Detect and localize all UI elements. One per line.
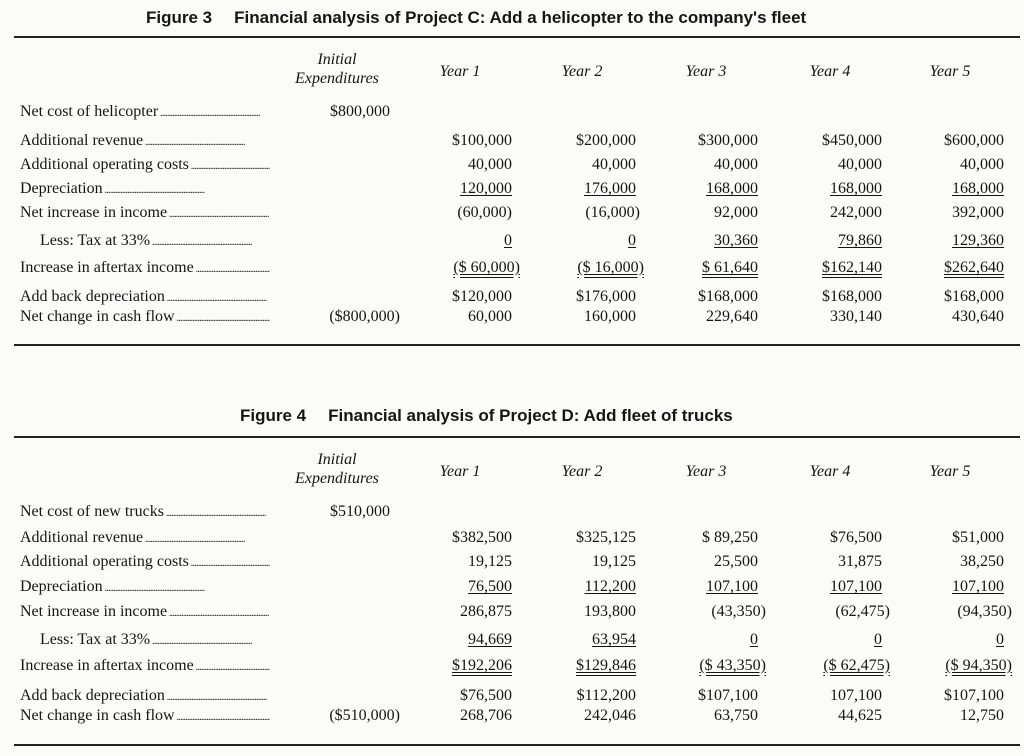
fig3-y3-cell: 92,000 — [714, 204, 758, 221]
fig4-y4-cell: 107,100 — [830, 687, 882, 704]
fig4-y5-cell: 38,250 — [960, 553, 1004, 570]
fig3-row-label: Additional revenue ..... — [20, 131, 270, 152]
fig3-y3-cell: 40,000 — [714, 156, 758, 173]
fig4-header-year4: Year 4 — [809, 463, 851, 480]
fig4-y4-cell: (62,475) — [835, 603, 890, 620]
figure-4-number: Figure 4 — [240, 406, 307, 425]
fig3-y2-cell: 40,000 — [592, 156, 636, 173]
fig4-row-label: Add back depreciation ..... — [20, 686, 270, 707]
fig3-y4-cell: 79,860 — [838, 232, 882, 249]
fig3-header-year1: Year 1 — [439, 63, 481, 80]
fig3-y5-cell: $168,000 — [944, 288, 1004, 305]
fig4-y3-cell: $ 89,250 — [702, 529, 758, 546]
fig3-y4-cell: $162,140 — [822, 259, 882, 276]
fig4-y5-cell: 0 — [996, 631, 1004, 648]
fig4-y1-cell: 286,875 — [460, 603, 512, 620]
figure-4-title — [0, 406, 1024, 426]
fig3-y1-cell: $120,000 — [452, 288, 512, 305]
fig4-row-label: Net cost of new trucks ..... — [20, 502, 270, 523]
fig4-y1-cell: 94,669 — [468, 631, 512, 648]
fig4-row-label: Net change in cash flow ..... — [20, 706, 270, 727]
fig3-y3-cell: $300,000 — [698, 132, 758, 149]
fig3-y1-cell: (60,000) — [457, 204, 512, 221]
fig3-y2-cell: 0 — [628, 232, 636, 249]
figure-4-caption: Financial analysis of Project D: Add fleet of trucks — [328, 406, 733, 425]
fig4-row-label: Additional revenue ..... — [20, 528, 270, 549]
fig4-y5-cell: $107,100 — [944, 687, 1004, 704]
fig4-y4-cell: 107,100 — [830, 578, 882, 595]
fig4-y3-cell: (43,350) — [711, 603, 766, 620]
fig3-row-label: Net cost of helicopter ..... — [20, 102, 270, 123]
fig4-header-year1: Year 1 — [439, 463, 481, 480]
fig3-y1-cell: 60,000 — [468, 308, 512, 325]
fig4-row-label: Increase in aftertax income ..... — [20, 656, 270, 677]
fig4-row-label: Depreciation ..... — [20, 577, 270, 598]
fig4-initial-cost: $510,000 — [330, 503, 390, 520]
fig3-y1-cell: 40,000 — [468, 156, 512, 173]
fig3-y3-cell: 229,640 — [706, 308, 758, 325]
fig4-header-year3: Year 3 — [685, 463, 727, 480]
fig3-row-label: Net change in cash flow ..... — [20, 307, 270, 328]
fig3-y3-cell: $168,000 — [698, 288, 758, 305]
fig3-header-year4: Year 4 — [809, 63, 851, 80]
fig4-y1-cell: $192,206 — [452, 657, 512, 674]
fig3-y4-cell: 40,000 — [838, 156, 882, 173]
fig4-y2-cell: 193,800 — [584, 603, 636, 620]
fig4-y4-cell: $76,500 — [830, 529, 882, 546]
fig4-y3-cell: 107,100 — [706, 578, 758, 595]
fig4-y1-cell: $382,500 — [452, 529, 512, 546]
figure-3-title — [0, 8, 1024, 28]
fig4-y3-cell: 25,500 — [714, 553, 758, 570]
fig4-y5-cell: $51,000 — [952, 529, 1004, 546]
fig4-header-year5: Year 5 — [929, 463, 971, 480]
fig3-y5-cell: 129,360 — [952, 232, 1004, 249]
figure-3-number: Figure 3 — [146, 8, 213, 27]
fig4-y1-cell: $76,500 — [460, 687, 512, 704]
fig3-y4-cell: 330,140 — [830, 308, 882, 325]
figure-4-bottom-rule — [14, 744, 1020, 746]
fig3-y2-cell: ($ 16,000) — [577, 259, 644, 276]
fig3-initial-cash-flow: ($800,000) — [329, 308, 400, 325]
fig3-header-year2: Year 2 — [561, 63, 603, 80]
fig3-y3-cell: 168,000 — [706, 180, 758, 197]
fig4-y2-cell: $112,200 — [576, 687, 636, 704]
fig3-header-year3: Year 3 — [685, 63, 727, 80]
fig4-y5-cell: 107,100 — [952, 578, 1004, 595]
fig3-y2-cell: (16,000) — [585, 204, 640, 221]
fig4-y2-cell: 242,046 — [584, 707, 636, 724]
figure-3-top-rule — [14, 36, 1020, 38]
fig3-y4-cell: $450,000 — [822, 132, 882, 149]
fig3-y1-cell: ($ 60,000) — [453, 259, 520, 276]
fig4-y4-cell: 31,875 — [838, 553, 882, 570]
fig3-y4-cell: 168,000 — [830, 180, 882, 197]
fig3-y3-cell: $ 61,640 — [702, 259, 758, 276]
fig4-y2-cell: 19,125 — [592, 553, 636, 570]
figure-3-caption: Financial analysis of Project C: Add a helicopter to the company's fleet — [234, 8, 807, 27]
fig4-y3-cell: 0 — [750, 631, 758, 648]
fig3-row-label: Additional operating costs ..... — [20, 155, 270, 176]
fig4-y3-cell: ($ 43,350) — [699, 657, 766, 674]
fig4-y1-cell: 76,500 — [468, 578, 512, 595]
fig4-y5-cell: ($ 94,350) — [945, 657, 1012, 674]
fig4-row-label: Additional operating costs ..... — [20, 552, 270, 573]
fig4-y3-cell: $107,100 — [698, 687, 758, 704]
fig3-row-label: Less: Tax at 33% ..... — [40, 231, 270, 252]
fig4-row-label: Less: Tax at 33% ..... — [40, 630, 270, 651]
fig3-y5-cell: $262,640 — [944, 259, 1004, 276]
fig4-y4-cell: ($ 62,475) — [823, 657, 890, 674]
fig3-y2-cell: $200,000 — [576, 132, 636, 149]
fig3-y5-cell: 40,000 — [960, 156, 1004, 173]
fig3-initial-cost: $800,000 — [330, 103, 390, 120]
fig4-header-year2: Year 2 — [561, 463, 603, 480]
fig3-y4-cell: $168,000 — [822, 288, 882, 305]
fig4-y2-cell: 112,200 — [584, 578, 636, 595]
figure-3-bottom-rule — [14, 344, 1020, 346]
figure-4-top-rule — [14, 436, 1020, 438]
fig4-y5-cell: 12,750 — [960, 707, 1004, 724]
fig4-header-initial: Initial Expenditures — [295, 451, 379, 487]
fig3-y3-cell: 30,360 — [714, 232, 758, 249]
fig3-row-label: Depreciation ..... — [20, 179, 270, 200]
fig4-y4-cell: 44,625 — [838, 707, 882, 724]
fig4-y2-cell: $129,846 — [576, 657, 636, 674]
fig4-row-label: Net increase in income ..... — [20, 602, 270, 623]
fig4-initial-cash-flow: ($510,000) — [329, 707, 400, 724]
fig3-y5-cell: $600,000 — [944, 132, 1004, 149]
fig3-y4-cell: 242,000 — [830, 204, 882, 221]
fig3-y1-cell: 120,000 — [460, 180, 512, 197]
fig3-row-label: Increase in aftertax income ..... — [20, 258, 270, 279]
fig4-y1-cell: 268,706 — [460, 707, 512, 724]
fig3-row-label: Add back depreciation ..... — [20, 287, 270, 308]
fig4-y3-cell: 63,750 — [714, 707, 758, 724]
fig3-y2-cell: 176,000 — [584, 180, 636, 197]
fig3-row-label: Net increase in income ..... — [20, 203, 270, 224]
fig4-y2-cell: 63,954 — [592, 631, 636, 648]
fig4-y4-cell: 0 — [874, 631, 882, 648]
fig3-y2-cell: $176,000 — [576, 288, 636, 305]
fig3-y2-cell: 160,000 — [584, 308, 636, 325]
fig3-y5-cell: 168,000 — [952, 180, 1004, 197]
fig3-header-initial: Initial Expenditures — [295, 51, 379, 87]
fig4-y5-cell: (94,350) — [957, 603, 1012, 620]
fig4-y1-cell: 19,125 — [468, 553, 512, 570]
fig3-y1-cell: $100,000 — [452, 132, 512, 149]
fig3-header-year5: Year 5 — [929, 63, 971, 80]
fig3-y5-cell: 430,640 — [952, 308, 1004, 325]
fig3-y1-cell: 0 — [504, 232, 512, 249]
fig3-y5-cell: 392,000 — [952, 204, 1004, 221]
fig4-y2-cell: $325,125 — [576, 529, 636, 546]
